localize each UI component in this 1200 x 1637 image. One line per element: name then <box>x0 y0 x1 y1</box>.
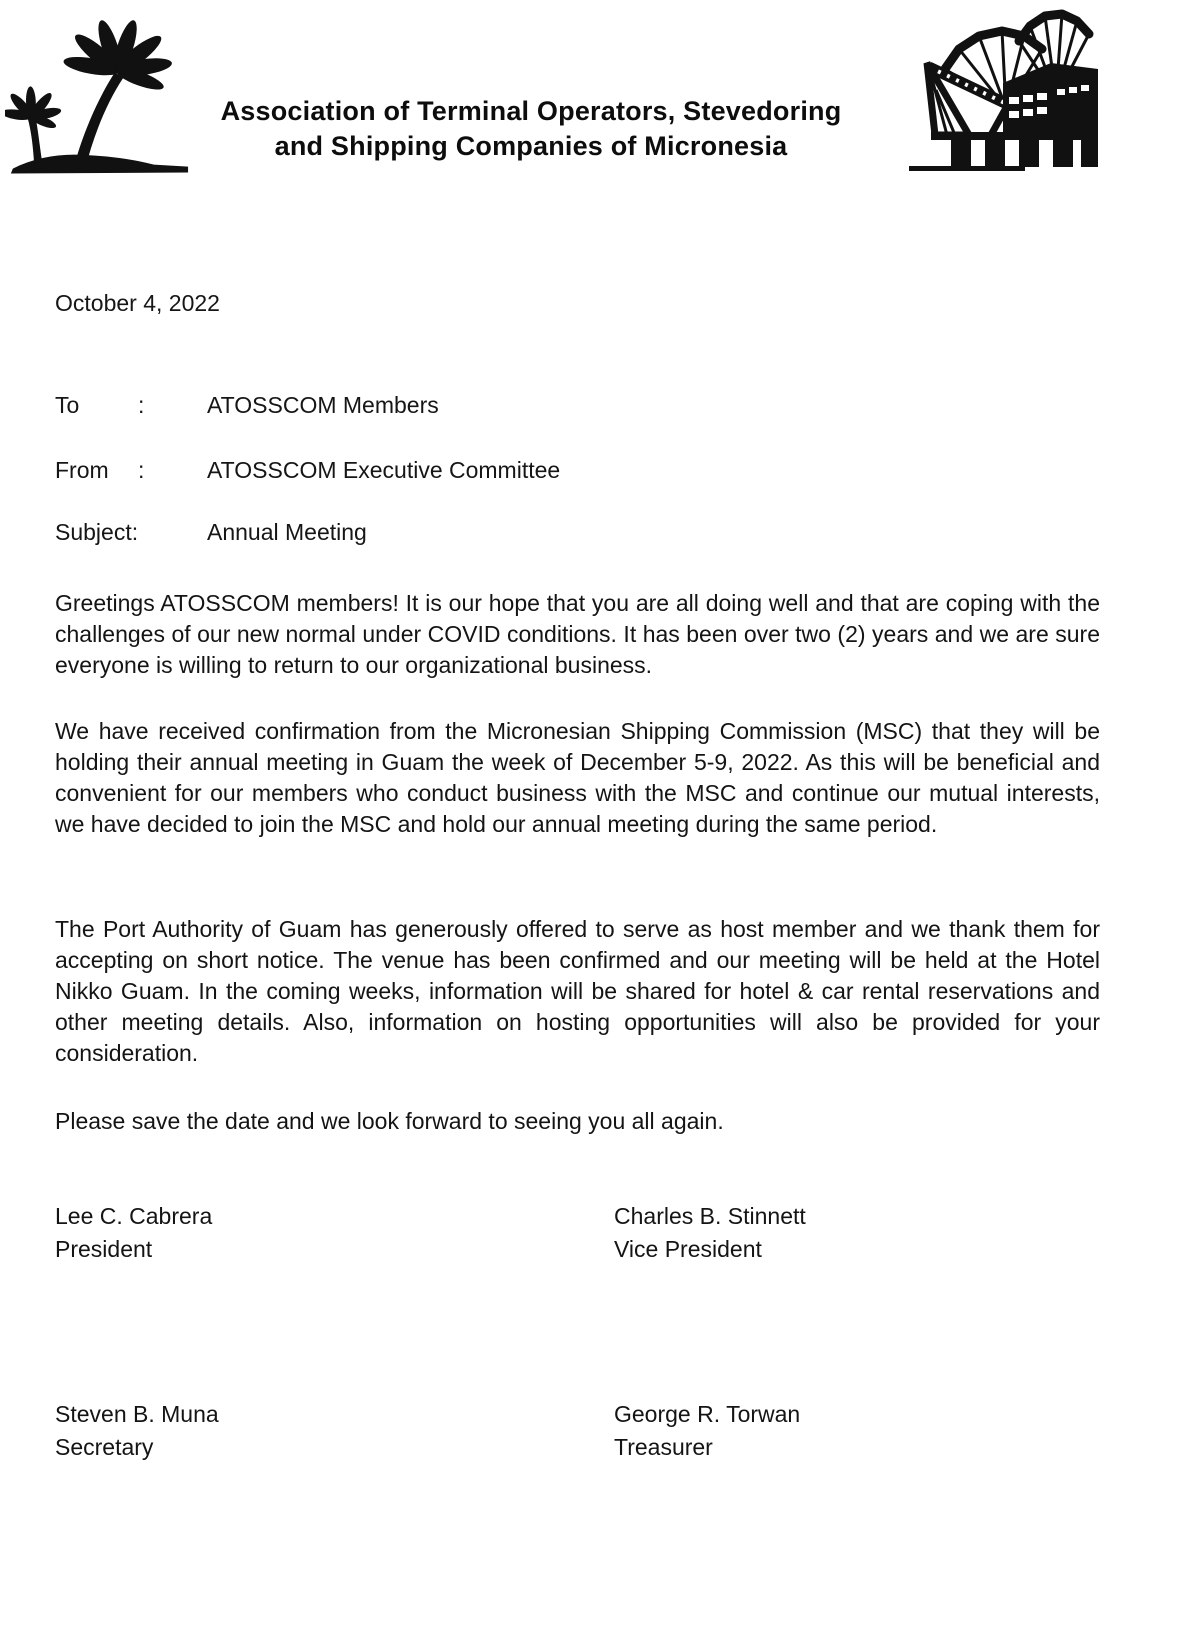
memo-subject-label: Subject: <box>55 519 139 545</box>
memo-from-label: From <box>55 457 109 483</box>
harbor-cranes-icon <box>903 5 1103 175</box>
memo-from-colon: : <box>138 457 145 483</box>
signatory-title: Treasurer <box>614 1434 713 1460</box>
signatory-name: Steven B. Muna <box>55 1401 219 1427</box>
memo-subject-value: Annual Meeting <box>207 519 367 545</box>
signature-block-treasurer <box>614 1398 800 1464</box>
memo-to-value: ATOSSCOM Members <box>207 392 439 418</box>
signature-block-president <box>55 1200 212 1266</box>
letter-date: October 4, 2022 <box>55 290 220 316</box>
body-paragraph-msc-confirmation: We have received confirmation from the Micronesian Shipping Commission (MSC) that they will be holding their annual meeting in Guam the week of December 5-9, 2022. As this will be beneficial and convenient for our members who conduct business with the MSC and continue our mutual interests, we have decided to join the MSC and hold our annual meeting during the same period. <box>55 718 1100 837</box>
body-paragraph-greeting: Greetings ATOSSCOM members! It is our hope that you are all doing well and that are coping with the challenges of our new normal under COVID conditions. It has been over two (2) years and we are sure everyone is willing to return to our organizational business. <box>55 590 1100 678</box>
body-paragraph-venue: The Port Authority of Guam has generously offered to serve as host member and we thank them for accepting on short notice. The venue has been confirmed and our meeting will be held at the Hotel Nikko Guam. In the coming weeks, information will be shared for hotel & car rental reservations and other meeting details. Also, information on hosting opportunities will also be provided for your consideration. <box>55 916 1100 1066</box>
memo-to-colon: : <box>138 392 145 418</box>
memo-to-label: To <box>55 392 80 418</box>
signatory-name: Lee C. Cabrera <box>55 1203 213 1229</box>
signature-block-secretary <box>55 1398 219 1464</box>
organization-title-line1: Association of Terminal Operators, Stevedoring <box>220 96 842 126</box>
signatory-title: President <box>55 1236 153 1262</box>
memo-subject-row <box>55 519 367 546</box>
signatory-name: Charles B. Stinnett <box>614 1203 806 1229</box>
memo-from-value: ATOSSCOM Executive Committee <box>207 457 561 483</box>
signatory-title: Secretary <box>55 1434 154 1460</box>
organization-title <box>150 94 912 164</box>
body-paragraph-save-the-date: Please save the date and we look forward to seeing you all again. <box>55 1108 724 1134</box>
signatory-name: George R. Torwan <box>614 1401 801 1427</box>
harbor-cranes-logo <box>903 5 1103 175</box>
organization-title-line2: and Shipping Companies of Micronesia <box>274 131 788 161</box>
memo-from-row <box>55 457 560 484</box>
signatory-title: Vice President <box>614 1236 762 1262</box>
memo-to-row <box>55 392 439 419</box>
signature-block-vice-president <box>614 1200 806 1266</box>
